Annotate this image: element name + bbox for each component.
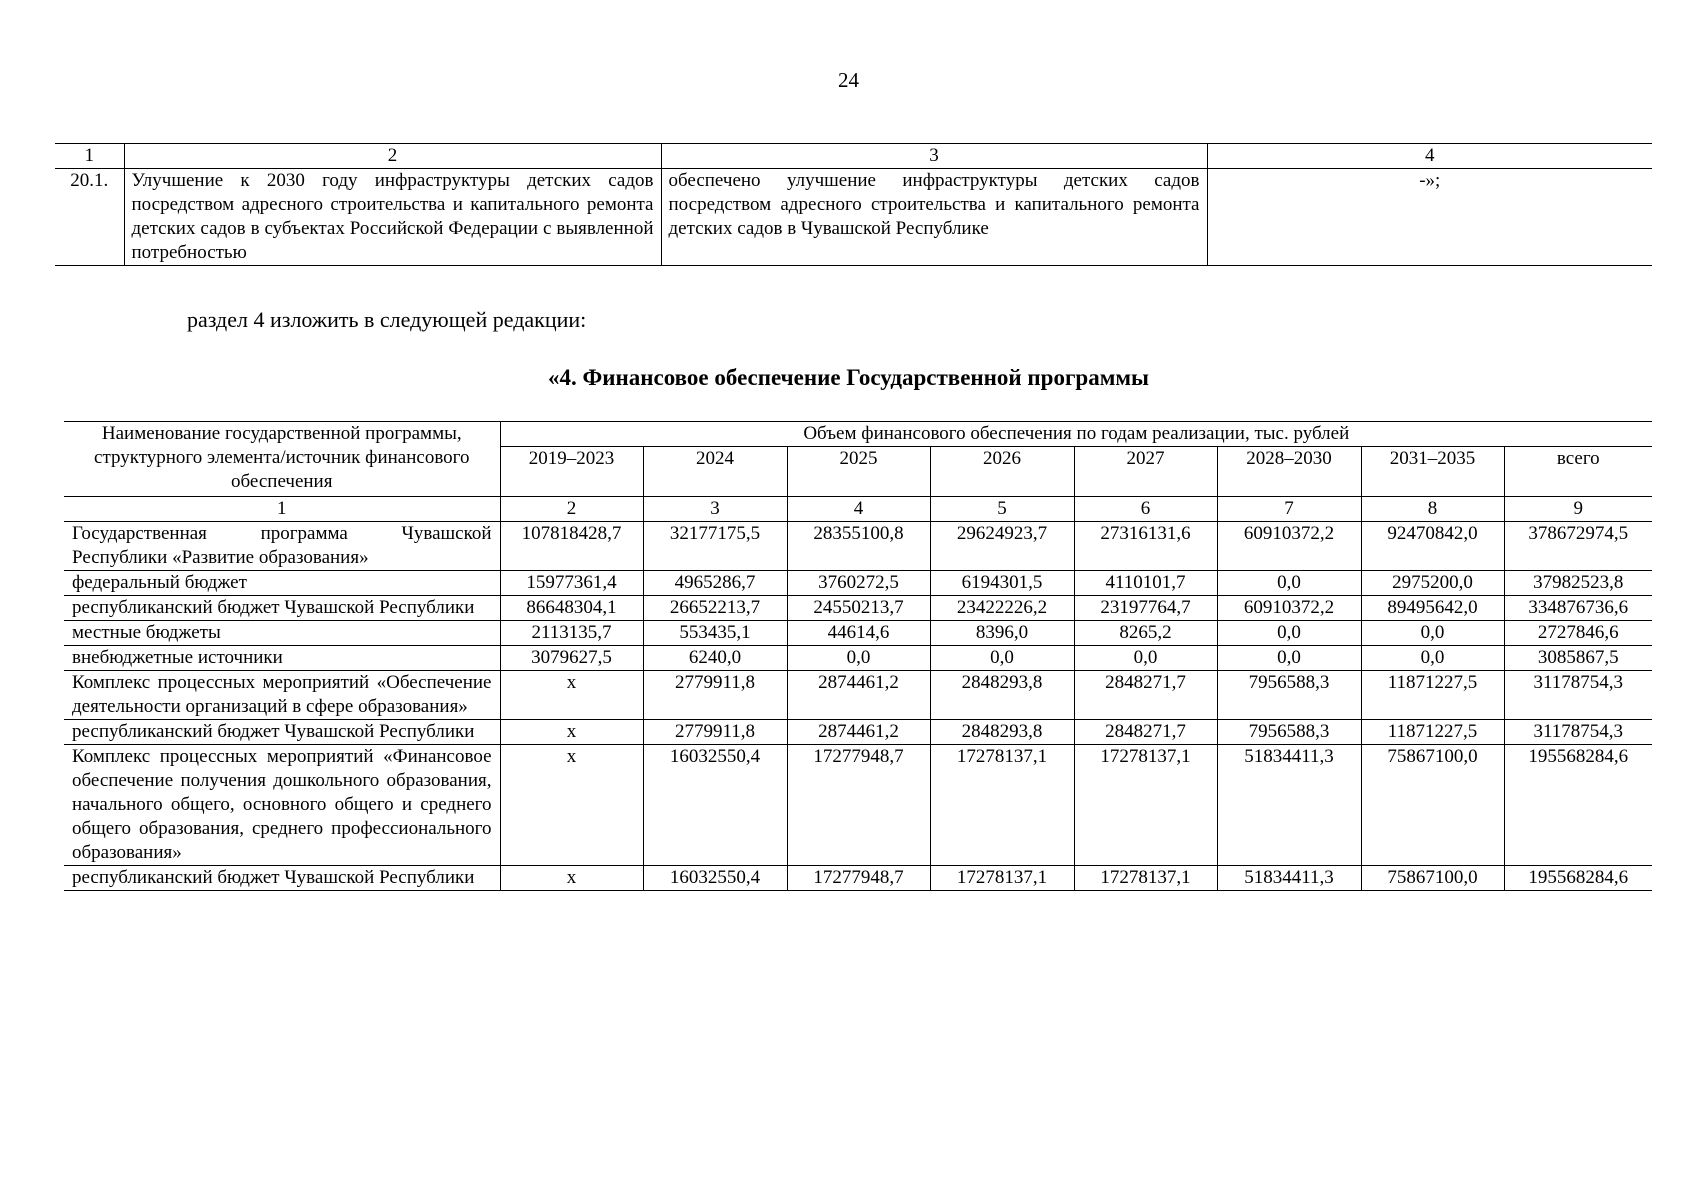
value-cell: 23422226,2 bbox=[930, 596, 1074, 621]
value-cell: 3079627,5 bbox=[500, 646, 643, 671]
value-cell: 8265,2 bbox=[1074, 621, 1217, 646]
value-cell: 6194301,5 bbox=[930, 571, 1074, 596]
value-cell: 44614,6 bbox=[787, 621, 930, 646]
objective-text: Улучшение к 2030 году инфраструктуры детских садов посредством адресного строительства и капитального ремонта детских садов в субъектах Российской Федерации с выявленной потребностью bbox=[124, 169, 661, 266]
value-cell: x bbox=[500, 720, 643, 745]
value-cell: 8396,0 bbox=[930, 621, 1074, 646]
table-row bbox=[64, 522, 1652, 571]
value-cell: 2848271,7 bbox=[1074, 671, 1217, 720]
note-text: -»; bbox=[1207, 169, 1652, 266]
value-cell: 7956588,3 bbox=[1217, 671, 1361, 720]
value-cell: 0,0 bbox=[1361, 621, 1504, 646]
value-cell: 4965286,7 bbox=[643, 571, 787, 596]
row-name: республиканский бюджет Чувашской Республики bbox=[64, 596, 500, 621]
row-number: 20.1. bbox=[55, 169, 124, 266]
row-name: Комплекс процессных мероприятий «Обеспечение деятельности организаций в сфере образования» bbox=[64, 671, 500, 720]
value-cell: 2727846,6 bbox=[1504, 621, 1652, 646]
value-cell: 28355100,8 bbox=[787, 522, 930, 571]
column-number: 6 bbox=[1074, 497, 1217, 522]
column-number: 2 bbox=[500, 497, 643, 522]
year-header: 2024 bbox=[643, 447, 787, 497]
column-number-header: 2 bbox=[124, 144, 661, 169]
section-title: «4. Финансовое обеспечение Государственной программы bbox=[548, 365, 1149, 390]
value-cell: x bbox=[500, 671, 643, 720]
table-row bbox=[64, 646, 1652, 671]
name-column-header: Наименование государственной программы, структурного элемента/источник финансового обеспечения bbox=[64, 422, 500, 497]
value-cell: 11871227,5 bbox=[1361, 720, 1504, 745]
row-name: местные бюджеты bbox=[64, 621, 500, 646]
value-cell: 2848293,8 bbox=[930, 671, 1074, 720]
value-cell: 17278137,1 bbox=[930, 745, 1074, 866]
value-cell: 0,0 bbox=[1217, 646, 1361, 671]
value-cell: 2874461,2 bbox=[787, 720, 930, 745]
column-number: 5 bbox=[930, 497, 1074, 522]
value-cell: 6240,0 bbox=[643, 646, 787, 671]
table-row bbox=[64, 745, 1652, 866]
value-cell: 89495642,0 bbox=[1361, 596, 1504, 621]
page-number: 24 bbox=[838, 68, 859, 92]
value-cell: 60910372,2 bbox=[1217, 596, 1361, 621]
table-row bbox=[64, 866, 1652, 891]
column-number-header: 3 bbox=[661, 144, 1207, 169]
value-cell: 17278137,1 bbox=[1074, 866, 1217, 891]
value-cell: 378672974,5 bbox=[1504, 522, 1652, 571]
value-cell: 31178754,3 bbox=[1504, 720, 1652, 745]
value-cell: 15977361,4 bbox=[500, 571, 643, 596]
table-row bbox=[64, 671, 1652, 720]
value-cell: 86648304,1 bbox=[500, 596, 643, 621]
table-row bbox=[64, 720, 1652, 745]
value-cell: 17277948,7 bbox=[787, 745, 930, 866]
value-cell: 2874461,2 bbox=[787, 671, 930, 720]
funding-group-header: Объем финансового обеспечения по годам реализации, тыс. рублей bbox=[500, 422, 1652, 447]
value-cell: 17277948,7 bbox=[787, 866, 930, 891]
column-number-header: 1 bbox=[55, 144, 124, 169]
value-cell: 37982523,8 bbox=[1504, 571, 1652, 596]
value-cell: 2113135,7 bbox=[500, 621, 643, 646]
value-cell: 3085867,5 bbox=[1504, 646, 1652, 671]
table-row bbox=[64, 621, 1652, 646]
value-cell: 0,0 bbox=[1361, 646, 1504, 671]
value-cell: 2975200,0 bbox=[1361, 571, 1504, 596]
value-cell: x bbox=[500, 745, 643, 866]
value-cell: 2779911,8 bbox=[643, 720, 787, 745]
value-cell: 29624923,7 bbox=[930, 522, 1074, 571]
financing-table bbox=[64, 421, 1652, 891]
column-number: 1 bbox=[64, 497, 500, 522]
year-header: 2019–2023 bbox=[500, 447, 643, 497]
value-cell: 2779911,8 bbox=[643, 671, 787, 720]
value-cell: 31178754,3 bbox=[1504, 671, 1652, 720]
value-cell: 11871227,5 bbox=[1361, 671, 1504, 720]
value-cell: 17278137,1 bbox=[1074, 745, 1217, 866]
value-cell: 553435,1 bbox=[643, 621, 787, 646]
value-cell: 26652213,7 bbox=[643, 596, 787, 621]
column-number-header: 4 bbox=[1207, 144, 1652, 169]
table-header-row bbox=[64, 422, 1652, 447]
table-header-row bbox=[55, 144, 1652, 169]
column-number: 4 bbox=[787, 497, 930, 522]
value-cell: 60910372,2 bbox=[1217, 522, 1361, 571]
row-name: Государственная программа Чувашской Республики «Развитие образования» bbox=[64, 522, 500, 571]
value-cell: 16032550,4 bbox=[643, 745, 787, 866]
value-cell: 2848293,8 bbox=[930, 720, 1074, 745]
value-cell: 7956588,3 bbox=[1217, 720, 1361, 745]
value-cell: 75867100,0 bbox=[1361, 745, 1504, 866]
value-cell: 334876736,6 bbox=[1504, 596, 1652, 621]
instruction-text: раздел 4 изложить в следующей редакции: bbox=[187, 307, 587, 332]
year-header: 2028–2030 bbox=[1217, 447, 1361, 497]
value-cell: 4110101,7 bbox=[1074, 571, 1217, 596]
value-cell: 2848271,7 bbox=[1074, 720, 1217, 745]
column-number: 9 bbox=[1504, 497, 1652, 522]
value-cell: 32177175,5 bbox=[643, 522, 787, 571]
value-cell: 0,0 bbox=[1074, 646, 1217, 671]
year-header: 2027 bbox=[1074, 447, 1217, 497]
result-text: обеспечено улучшение инфраструктуры детских садов посредством адресного строительства и капитального ремонта детских садов в Чувашской Республике bbox=[661, 169, 1207, 266]
row-name: республиканский бюджет Чувашской Республики bbox=[64, 866, 500, 891]
table-row bbox=[64, 596, 1652, 621]
column-numbers-row bbox=[64, 497, 1652, 522]
value-cell: x bbox=[500, 866, 643, 891]
value-cell: 0,0 bbox=[1217, 571, 1361, 596]
value-cell: 107818428,7 bbox=[500, 522, 643, 571]
column-number: 3 bbox=[643, 497, 787, 522]
column-number: 8 bbox=[1361, 497, 1504, 522]
row-name: Комплекс процессных мероприятий «Финансовое обеспечение получения дошкольного образования, начального общего, основного общего и среднего общего образования, среднего профессионального образования» bbox=[64, 745, 500, 866]
value-cell: 51834411,3 bbox=[1217, 866, 1361, 891]
objectives-table bbox=[55, 143, 1652, 266]
value-cell: 3760272,5 bbox=[787, 571, 930, 596]
table-row bbox=[64, 571, 1652, 596]
column-number: 7 bbox=[1217, 497, 1361, 522]
value-cell: 24550213,7 bbox=[787, 596, 930, 621]
year-header: 2026 bbox=[930, 447, 1074, 497]
row-name: внебюджетные источники bbox=[64, 646, 500, 671]
value-cell: 195568284,6 bbox=[1504, 866, 1652, 891]
value-cell: 23197764,7 bbox=[1074, 596, 1217, 621]
value-cell: 16032550,4 bbox=[643, 866, 787, 891]
row-name: республиканский бюджет Чувашской Республики bbox=[64, 720, 500, 745]
value-cell: 17278137,1 bbox=[930, 866, 1074, 891]
value-cell: 0,0 bbox=[1217, 621, 1361, 646]
value-cell: 51834411,3 bbox=[1217, 745, 1361, 866]
value-cell: 75867100,0 bbox=[1361, 866, 1504, 891]
row-name: федеральный бюджет bbox=[64, 571, 500, 596]
year-header: всего bbox=[1504, 447, 1652, 497]
year-header: 2025 bbox=[787, 447, 930, 497]
value-cell: 0,0 bbox=[930, 646, 1074, 671]
value-cell: 0,0 bbox=[787, 646, 930, 671]
value-cell: 27316131,6 bbox=[1074, 522, 1217, 571]
table-row bbox=[55, 169, 1652, 266]
value-cell: 195568284,6 bbox=[1504, 745, 1652, 866]
year-header: 2031–2035 bbox=[1361, 447, 1504, 497]
value-cell: 92470842,0 bbox=[1361, 522, 1504, 571]
